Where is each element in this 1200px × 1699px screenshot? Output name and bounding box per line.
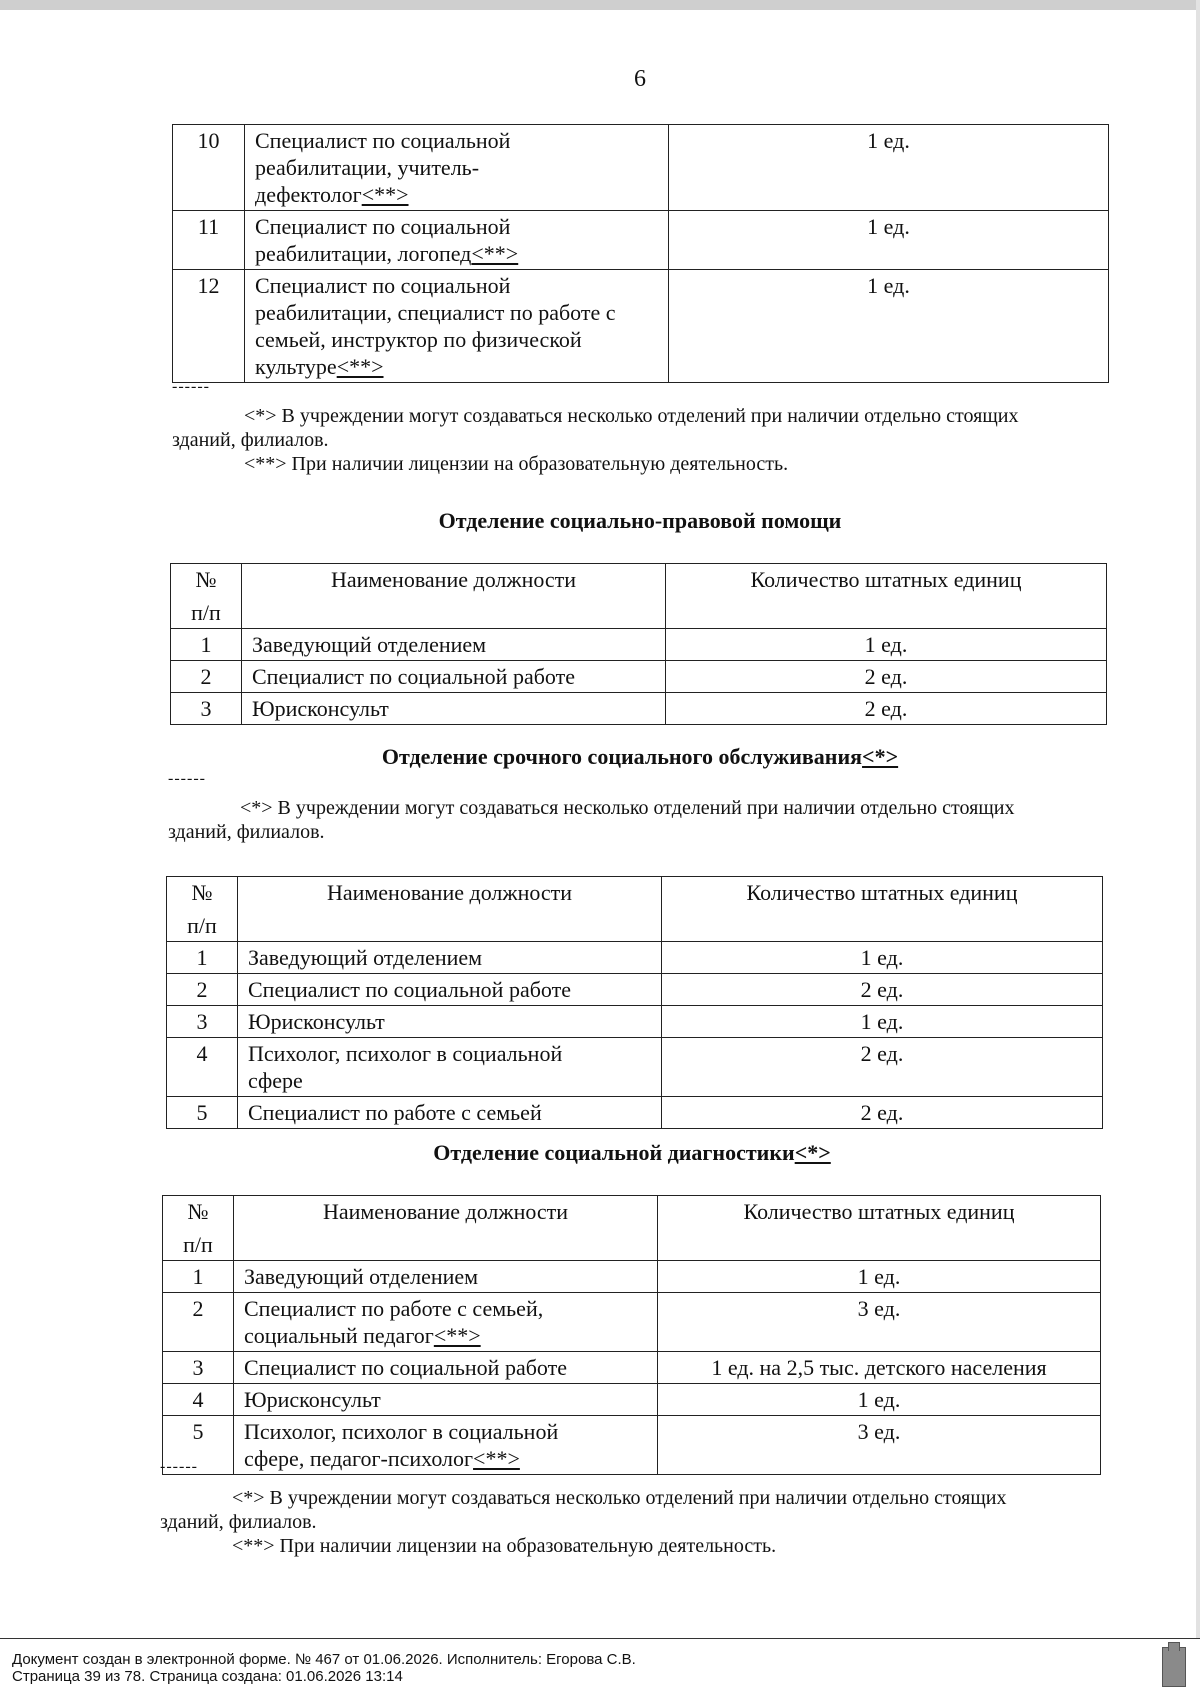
table-header: № п/п Наименование должности Количество штатных единиц (171, 564, 1107, 629)
footnote-ref[interactable]: <**> (336, 354, 384, 379)
table-row: 3 Юрисконсульт 2 ед. (171, 693, 1107, 725)
footnote-ref[interactable]: <**> (361, 182, 409, 207)
table-row: 4 Психолог, психолог в социальной сфере 2 ед. (167, 1038, 1103, 1097)
footnote-single-cont: зданий, филиалов. (172, 429, 329, 451)
table-row: 1 Заведующий отделением 1 ед. (171, 629, 1107, 661)
table-legal-help (170, 563, 1107, 725)
table-row: 2 Специалист по социальной работе 2 ед. (167, 974, 1103, 1006)
table-row: 2 Специалист по работе с семьей, социальный педагог<**> 3 ед. (163, 1293, 1101, 1352)
table-row: 1 Заведующий отделением 1 ед. (163, 1261, 1101, 1293)
footnote-ref[interactable]: <**> (433, 1323, 481, 1348)
section-title: Отделение срочного социального обслуживания<*> (381, 744, 899, 769)
section-title: Отделение социальной диагностики<*> (433, 1140, 831, 1165)
table-row: 10 Специалист по социальной реабилитации, учитель- дефектолог<**> 1 ед. (173, 125, 1109, 211)
footnote-ref[interactable]: <*> (862, 744, 899, 769)
table-continued (172, 124, 1109, 383)
scan-border-top (0, 0, 1200, 10)
stamp-icon (1162, 1647, 1186, 1687)
position-name: Специалист по социальной реабилитации, специалист по работе с семьей, инструктор по физической культуре<**> (245, 270, 669, 383)
footnote-single: <*> В учреждении могут создаваться несколько отделений при наличии отдельно стоящих (244, 405, 1019, 427)
table-header: № п/п Наименование должности Количество штатных единиц (167, 877, 1103, 942)
footnotes (172, 404, 1108, 476)
footnote-ref[interactable]: <*> (794, 1140, 831, 1165)
table-row: 5 Психолог, психолог в социальной сфере, педагог-психолог<**> 3 ед. (163, 1416, 1101, 1475)
footnote-ref[interactable]: <**> (471, 241, 519, 266)
table-row: 4 Юрисконсульт 1 ед. (163, 1384, 1101, 1416)
table-row: 1 Заведующий отделением 1 ед. (167, 942, 1103, 974)
page-number: 6 (634, 66, 646, 92)
position-name: Специалист по социальной реабилитации, учитель- дефектолог<**> (245, 125, 669, 211)
table-social-diagnostics (162, 1195, 1101, 1475)
scan-border-right (1196, 0, 1200, 1640)
footer-line-1: Документ создан в электронной форме. № 467 от 01.06.2026. Исполнитель: Егорова С.В. (12, 1651, 636, 1668)
section-title: Отделение социально-правовой помощи (438, 508, 842, 533)
footnotes: <*> В учреждении могут создаваться несколько отделений при наличии отдельно стоящих зданий, филиалов. <**> При наличии лицензии на образовательную деятельность. (160, 1487, 1007, 1557)
table-row: 2 Специалист по социальной работе 2 ед. (171, 661, 1107, 693)
table-urgent-service (166, 876, 1103, 1129)
table-row: 3 Специалист по социальной работе 1 ед. на 2,5 тыс. детского населения (163, 1352, 1101, 1384)
table-row: 5 Специалист по работе с семьей 2 ед. (167, 1097, 1103, 1129)
footnotes: <*> В учреждении могут создаваться несколько отделений при наличии отдельно стоящих зданий, филиалов. (168, 797, 1015, 843)
footnote-separator: ------ (160, 1458, 198, 1475)
position-name: Специалист по социальной реабилитации, логопед<**> (245, 211, 669, 270)
footnote-double: <**> При наличии лицензии на образовательную деятельность. (244, 453, 789, 475)
footer-line-2: Страница 39 из 78. Страница создана: 01.06.2026 13:14 (12, 1668, 403, 1685)
table-row: 11 Специалист по социальной реабилитации, логопед<**> 1 ед. (173, 211, 1109, 270)
table-header: № п/п Наименование должности Количество штатных единиц (163, 1196, 1101, 1261)
table-row: 12 Специалист по социальной реабилитации, специалист по работе с семьей, инструктор по физической культуре<**> 1 ед. (173, 270, 1109, 383)
footnote-separator: ------ (172, 378, 210, 395)
table-row: 3 Юрисконсульт 1 ед. (167, 1006, 1103, 1038)
footnote-separator: ------ (168, 770, 206, 787)
document-footer (0, 1638, 1200, 1699)
footnote-ref[interactable]: <**> (473, 1446, 520, 1471)
